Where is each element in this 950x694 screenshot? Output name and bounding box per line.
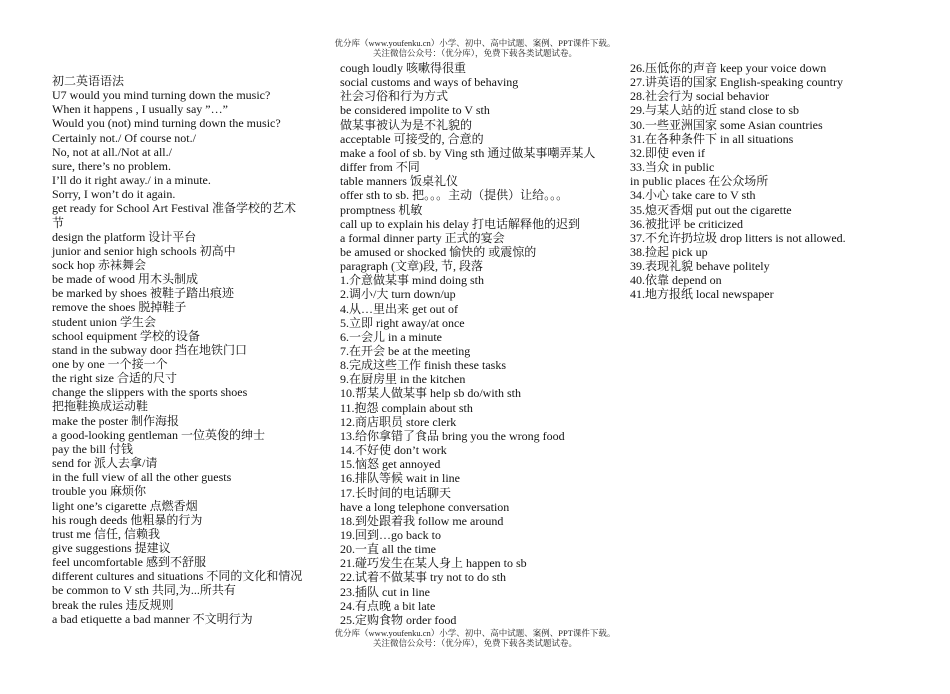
vocab-line: 9.在厨房里 in the kitchen	[340, 372, 466, 387]
vocab-line: social customs and ways of behaving	[340, 75, 519, 90]
vocab-line: 5.立即 right away/at once	[340, 315, 465, 330]
vocab-line: 做某事被认为是不礼貌的	[340, 117, 473, 132]
vocab-line: paragraph (文章)段, 节, 段落	[340, 259, 483, 274]
vocab-line: promptness 机敏	[340, 202, 423, 217]
vocab-line: 22.试着不做某事 try not to do sth	[340, 570, 507, 585]
vocab-line: 30.一些亚洲国家 some Asian countries	[630, 117, 823, 132]
vocab-line: 15.恼怒 get annoyed	[340, 457, 441, 472]
vocab-line: differ from 不同	[340, 160, 420, 175]
vocab-line: acceptable 可接受的, 合意的	[340, 131, 484, 146]
vocab-line: 32.即使 even if	[630, 145, 705, 160]
vocab-line: 21.碰巧发生在某人身上 happen to sb	[340, 556, 527, 571]
vocab-line: one by one 一个接一个	[52, 357, 168, 371]
vocab-line: 31.在各种条件下 in all situations	[630, 131, 794, 146]
vocab-line: sure, there’s no problem.	[52, 158, 171, 173]
vocab-line: 6.一会儿 in a minute	[340, 329, 442, 344]
vocab-line: 11.抱怨 complain about sth	[340, 400, 473, 415]
vocab-line: be common to V sth 共同,为...所共有	[52, 583, 236, 598]
vocab-line: 34.小心 take care to V sth	[630, 188, 756, 203]
vocab-line: remove the shoes 脱掉鞋子	[52, 300, 187, 315]
vocab-line: feel uncomfortable 感到不舒服	[52, 555, 206, 570]
header-line-2: 关注微信公众号：（优分库），免费下载各类试题试卷。	[372, 48, 577, 58]
vocab-line: 38.捡起 pick up	[630, 244, 708, 259]
vocab-line: No, not at all./Not at all./	[52, 144, 172, 159]
vocab-line: 节	[52, 215, 65, 230]
vocab-line: 19.回到…go back to	[340, 527, 441, 542]
vocab-line: 28.社会行为 social behavior	[630, 89, 769, 104]
vocab-line: be considered impolite to V sth	[340, 103, 490, 118]
vocab-line: design the platform 设计平台	[52, 229, 197, 244]
header-line-1: 优分库（www.youfenku.cn）小学、初中、高中试题、案例、PPT课件下载。	[334, 38, 616, 48]
vocab-line: 40.依靠 depend on	[630, 273, 722, 288]
vocab-line: get ready for School Art Festival 准备学校的艺术	[52, 201, 296, 216]
footer-line-2: 关注微信公众号：（优分库），免费下载各类试题试卷。	[372, 638, 577, 648]
vocab-line: his rough deeds 他粗暴的行为	[52, 512, 203, 527]
vocab-line: light one’s cigarette 点燃香烟	[52, 498, 198, 513]
page-header	[0, 38, 950, 58]
vocab-line: 初二英语语法	[52, 74, 125, 88]
vocab-line: 17.长时间的电话聊天	[340, 485, 452, 500]
vocab-line: 14.不好使 don’t work	[340, 443, 447, 458]
vocab-line: have a long telephone conversation	[340, 499, 510, 514]
vocab-line: 35.熄灭香烟 put out the cigarette	[630, 202, 792, 217]
vocab-line: 12.商店职员 store clerk	[340, 414, 457, 429]
vocab-line: be amused or shocked 愉快的 或震惊的	[340, 244, 537, 259]
vocab-line: 8.完成这些工作 finish these tasks	[340, 358, 506, 373]
vocab-line: give suggestions 提建议	[52, 540, 171, 555]
vocab-line: trust me 信任, 信赖我	[52, 526, 160, 541]
vocab-line: Sorry, I won’t do it again.	[52, 187, 176, 202]
vocab-line: make the poster 制作海报	[52, 413, 179, 428]
vocab-line: in the full view of all the other guests	[52, 470, 232, 485]
vocab-line: call up to explain his delay 打电话解释他的迟到	[340, 216, 580, 231]
vocab-line: stand in the subway door 挡在地铁门口	[52, 342, 247, 357]
vocab-line: 1.介意做某事 mind doing sth	[340, 273, 485, 288]
page-footer	[0, 628, 950, 648]
vocab-line: 16.排队等候 wait in line	[340, 471, 460, 486]
vocab-line: 33.当众 in public	[630, 160, 715, 175]
vocab-line: be marked by shoes 被鞋子踏出痕迹	[52, 286, 234, 301]
footer-line-1: 优分库（www.youfenku.cn）小学、初中、高中试题、案例、PPT课件下载。	[334, 628, 616, 638]
vocab-line: Certainly not./ Of course not./	[52, 130, 196, 145]
vocab-line: 把拖鞋换成运动鞋	[52, 399, 149, 414]
vocab-line: Would you (not) mind turning down the music?	[52, 116, 281, 131]
vocab-line: change the slippers with the sports shoes	[52, 385, 248, 400]
vocab-line: 23.插队 cut in line	[340, 584, 430, 599]
vocab-line: a good-looking gentleman 一位英俊的绅士	[52, 427, 265, 442]
vocab-line: 41.地方报纸 local newspaper	[630, 287, 774, 302]
vocab-line: 37.不允许扔垃圾 drop litters is not allowed.	[630, 230, 846, 245]
vocab-line: 25.定购食物 order food	[340, 612, 457, 627]
vocab-line: in public places 在公众场所	[630, 174, 769, 189]
vocab-line: 36.被批评 be criticized	[630, 216, 743, 231]
vocab-line: 26.压低你的声音 keep your voice down	[630, 61, 827, 75]
vocab-line: When it happens , I usually say ”…”	[52, 102, 228, 117]
vocab-line: sock hop 赤袜舞会	[52, 257, 146, 272]
vocab-line: trouble you 麻烦你	[52, 484, 146, 499]
vocab-line: 社会习俗和行为方式	[340, 89, 449, 104]
vocab-line: make a fool of sb. by Ving sth 通过做某事嘲弄某人	[340, 145, 596, 160]
vocab-line: table manners 饭桌礼仪	[340, 174, 458, 189]
vocab-line: different cultures and situations 不同的文化和情况	[52, 569, 303, 584]
vocab-line: 2.调小/大 turn down/up	[340, 287, 456, 302]
vocab-line: 18.到处跟着我 follow me around	[340, 513, 504, 528]
vocab-line: offer sth to sb. 把。。。主动（提供）让给。。。	[340, 188, 569, 203]
vocab-line: junior and senior high schools 初高中	[52, 243, 236, 258]
vocab-line: break the rules 违反规则	[52, 597, 174, 612]
vocab-line: 10.帮某人做某事 help sb do/with sth	[340, 386, 522, 401]
vocab-line: the right size 合适的尺寸	[52, 371, 177, 386]
vocab-line: 24.有点晚 a bit late	[340, 598, 436, 613]
vocab-line: I’ll do it right away./ in a minute.	[52, 173, 211, 188]
vocab-line: school equipment 学校的设备	[52, 328, 200, 343]
vocab-line: be made of wood 用木头制成	[52, 272, 198, 287]
vocab-line: send for 派人去拿/请	[52, 456, 158, 471]
vocab-line: 29.与某人站的近 stand close to sb	[630, 103, 799, 118]
vocab-line: 27.讲英语的国家 English-speaking country	[630, 75, 843, 90]
vocab-line: 20.一直 all the time	[340, 542, 436, 557]
vocab-line: pay the bill 付钱	[52, 441, 133, 456]
vocab-line: cough loudly 咳嗽得很重	[340, 61, 466, 75]
vocab-line: a formal dinner party 正式的宴会	[340, 230, 505, 245]
vocab-line: U7 would you mind turning down the music?	[52, 88, 271, 103]
vocab-line: student union 学生会	[52, 314, 156, 329]
vocab-line: 39.表现礼貌 behave politely	[630, 259, 770, 274]
vocab-line: a bad etiquette a bad manner 不文明行为	[52, 611, 253, 626]
vocab-line: 13.给你拿错了食品 bring you the wrong food	[340, 428, 565, 443]
vocab-line: 7.在开会 be at the meeting	[340, 344, 471, 358]
vocab-line: 4.从…里出来 get out of	[340, 301, 458, 316]
